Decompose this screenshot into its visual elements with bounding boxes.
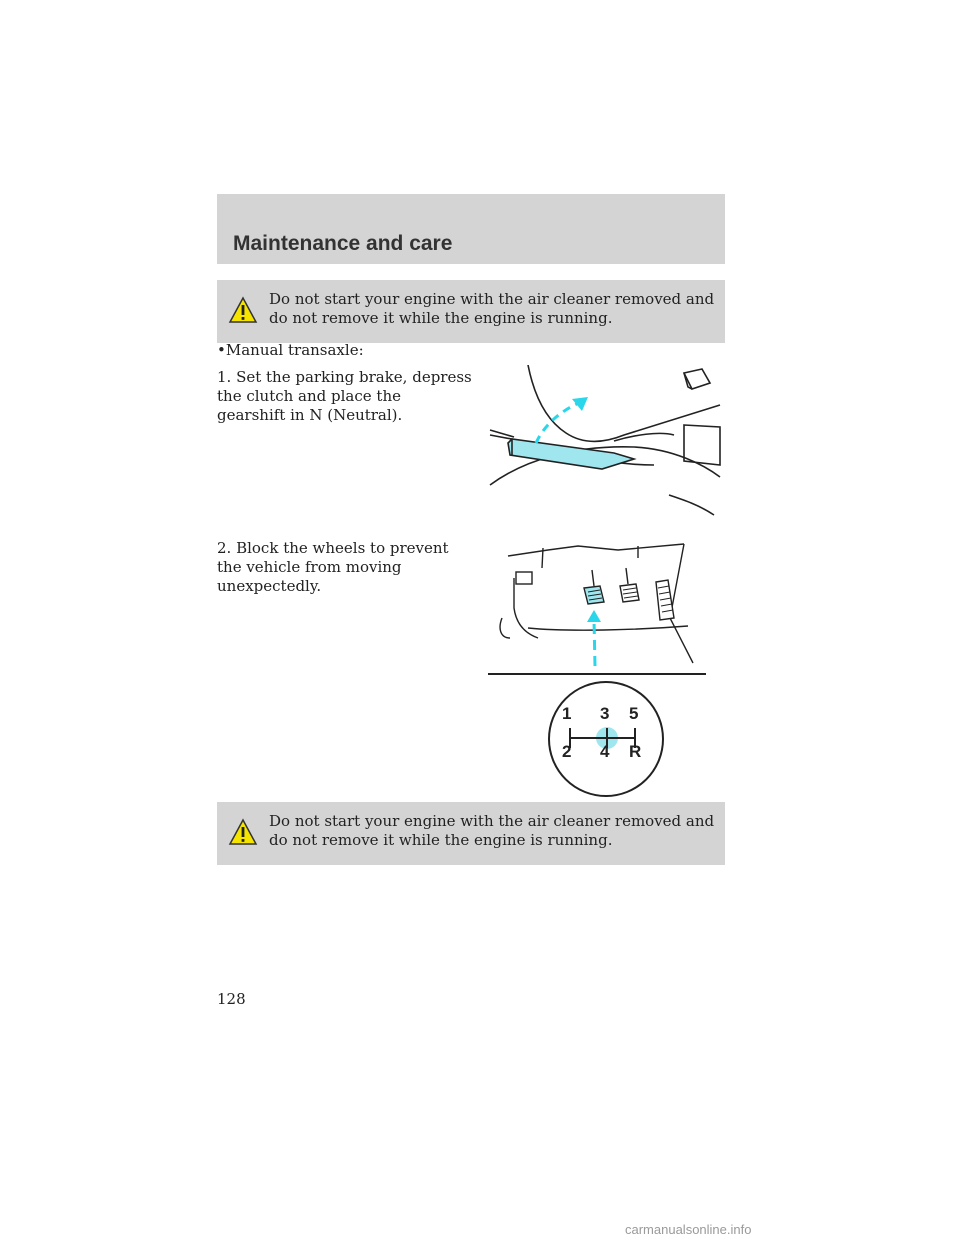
step-2-text: 2. Block the wheels to prevent the vehicle from moving unexpectedly. (217, 539, 449, 595)
warning-box (217, 802, 725, 865)
bullet-item (217, 341, 364, 360)
gear-5-label: 5 (629, 704, 639, 723)
warning-text: Do not start your engine with the air cleaner removed and do not remove it while the engine is running. (269, 290, 715, 327)
gear-2-label: 2 (562, 742, 572, 761)
clutch-pedal (584, 570, 604, 604)
bullet-label: Manual transaxle: (225, 341, 364, 359)
gear-4-label: 4 (600, 742, 610, 761)
warning-icon (228, 818, 258, 846)
press-arrow-icon (594, 620, 595, 666)
gear-r-label: R (629, 742, 642, 761)
handbrake-release-button (684, 369, 710, 389)
pedals-illustration (488, 538, 710, 678)
accelerator-pedal (656, 580, 674, 620)
shift-knob-diagram (545, 678, 667, 800)
parking-brake-illustration (484, 365, 726, 525)
section-header (217, 194, 725, 264)
section-title: Maintenance and care (233, 232, 453, 255)
shift-knob-shape (545, 678, 667, 800)
watermark: carmanualsonline.info (625, 1222, 752, 1237)
bullet-symbol: • (217, 341, 226, 359)
warning-text: Do not start your engine with the air cleaner removed and do not remove it while the engine is running. (269, 812, 715, 849)
illustration-divider (488, 673, 706, 675)
brake-pedal (620, 568, 639, 602)
gear-1-label: 1 (562, 704, 572, 723)
step-1-text: 1. Set the parking brake, depress the clutch and place the gearshift in N (Neutral). (217, 368, 472, 424)
page-number: 128 (217, 990, 246, 1008)
gear-3-label: 3 (600, 704, 610, 723)
warning-icon (228, 296, 258, 324)
warning-box (217, 280, 725, 343)
